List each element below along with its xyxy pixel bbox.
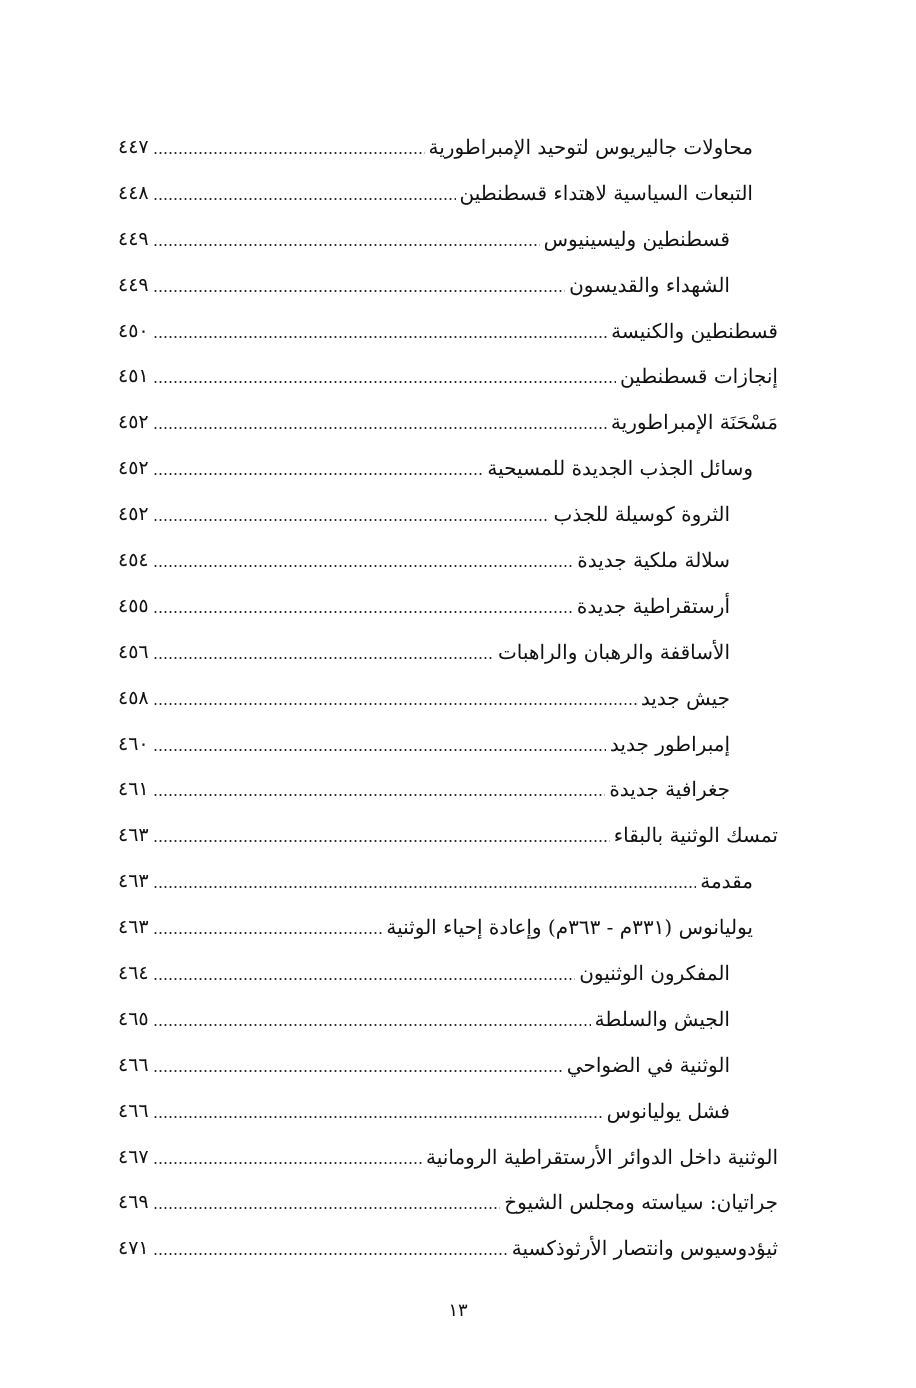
toc-entry-title: إنجازات قسطنطين [619, 364, 778, 389]
dot-leader [153, 978, 576, 980]
toc-entry-title: إمبراطور جديد [609, 731, 730, 756]
toc-entry-title: المفكرون الوثنيون [579, 960, 730, 985]
toc-entry-page: ٤٥٠ [118, 319, 149, 342]
toc-entry [118, 124, 778, 170]
toc-entry [118, 1088, 778, 1134]
dot-leader [153, 932, 383, 934]
dot-leader [153, 198, 456, 200]
toc-entry-title: مقدمة [700, 869, 753, 894]
toc-entry-page: ٤٦٠ [118, 732, 149, 755]
toc-entry-page: ٤٥٢ [118, 457, 149, 480]
toc-entry [118, 1042, 778, 1088]
toc-entry [118, 537, 778, 583]
toc-entry-title: الثروة كوسيلة للجذب [553, 502, 730, 527]
toc-entry [118, 308, 778, 354]
dot-leader [153, 1162, 422, 1164]
toc-entry [118, 353, 778, 399]
toc-entry-title: الوثنية داخل الدوائر الأرستقراطية الرومانية [426, 1144, 778, 1169]
toc-entry-title: جراتيان: سياسته ومجلس الشيوخ [504, 1190, 778, 1215]
toc-entry-page: ٤٤٧ [118, 135, 149, 158]
dot-leader [153, 840, 610, 842]
dot-leader [153, 886, 697, 888]
toc-entry-title: قسطنطين والكنيسة [611, 318, 778, 343]
toc-entry-title: قسطنطين وليسينيوس [543, 226, 730, 251]
toc-entry-page: ٤٦٥ [118, 1007, 149, 1030]
toc-entry-page: ٤٥٤ [118, 548, 149, 571]
toc-entry-page: ٤٦٣ [118, 916, 149, 939]
toc-entry [118, 262, 778, 308]
toc-entry [118, 1179, 778, 1225]
dot-leader [153, 1253, 508, 1255]
toc-entry-page: ٤٥٢ [118, 411, 149, 434]
dot-leader [153, 381, 616, 383]
toc-entry-title: وسائل الجذب الجديدة للمسيحية [487, 456, 753, 481]
toc-entry [118, 1134, 778, 1180]
toc-entry-page: ٤٤٨ [118, 181, 149, 204]
toc-entry [118, 904, 778, 950]
dot-leader [153, 427, 607, 429]
toc-entry-page: ٤٧١ [118, 1237, 149, 1260]
dot-leader [153, 611, 573, 613]
toc-entry [118, 445, 778, 491]
toc-entry-title: فشل يوليانوس [606, 1098, 730, 1123]
dot-leader [153, 519, 550, 521]
toc-entry-title: الجيش والسلطة [594, 1006, 730, 1031]
toc-entry-title: محاولات جاليريوس لتوحيد الإمبراطورية [428, 134, 753, 159]
toc-entry [118, 1225, 778, 1271]
toc-entry-page: ٤٦٣ [118, 824, 149, 847]
toc-entry-page: ٤٦٤ [118, 961, 149, 984]
dot-leader [153, 336, 608, 338]
toc-entry-page: ٤٥٦ [118, 640, 149, 663]
toc-entry-title: يوليانوس (٣٣١م - ٣٦٣م) وإعادة إحياء الوثنية [386, 915, 753, 940]
dot-leader [153, 749, 606, 751]
toc-entry [118, 216, 778, 262]
dot-leader [153, 1207, 501, 1209]
dot-leader [153, 565, 574, 567]
dot-leader [153, 244, 540, 246]
toc-entry-title: تمسك الوثنية بالبقاء [613, 823, 778, 848]
toc-entry [118, 491, 778, 537]
toc-entry-page: ٤٦٩ [118, 1191, 149, 1214]
toc-entry [118, 583, 778, 629]
toc-entry-title: التبعات السياسية لاهتداء قسطنطين [459, 180, 753, 205]
toc-entry-page: ٤٦٦ [118, 1099, 149, 1122]
table-of-contents [118, 124, 778, 1271]
dot-leader [153, 657, 494, 659]
toc-entry [118, 721, 778, 767]
toc-entry-page: ٤٥٨ [118, 686, 149, 709]
toc-entry-page: ٤٤٩ [118, 273, 149, 296]
toc-entry-page: ٤٥٢ [118, 503, 149, 526]
toc-entry [118, 675, 778, 721]
toc-entry [118, 399, 778, 445]
dot-leader [153, 1070, 563, 1072]
toc-entry [118, 950, 778, 996]
toc-entry-title: جيش جديد [640, 685, 730, 710]
toc-entry-title: الشهداء والقديسون [569, 272, 730, 297]
toc-entry-page: ٤٦٣ [118, 870, 149, 893]
dot-leader [153, 1116, 603, 1118]
toc-entry-page: ٤٦١ [118, 778, 149, 801]
dot-leader [153, 152, 425, 154]
toc-entry [118, 996, 778, 1042]
dot-leader [153, 290, 565, 292]
toc-entry-title: أرستقراطية جديدة [576, 593, 730, 618]
toc-entry-page: ٤٦٦ [118, 1053, 149, 1076]
toc-entry [118, 812, 778, 858]
toc-entry-page: ٤٥١ [118, 365, 149, 388]
toc-entry [118, 766, 778, 812]
toc-entry-title: الأساقفة والرهبان والراهبات [497, 639, 730, 664]
toc-entry-title: مَسْحَنَة الإمبراطورية [610, 410, 778, 435]
dot-leader [153, 794, 606, 796]
dot-leader [153, 473, 484, 475]
toc-entry-page: ٤٥٥ [118, 594, 149, 617]
toc-entry-title: الوثنية في الضواحي [566, 1052, 730, 1077]
toc-entry-page: ٤٤٩ [118, 227, 149, 250]
toc-entry-title: ثيؤدوسيوس وانتصار الأرثوذكسية [511, 1236, 778, 1261]
page-number: ١٣ [448, 1300, 468, 1321]
toc-entry-page: ٤٦٧ [118, 1145, 149, 1168]
toc-entry [118, 170, 778, 216]
dot-leader [153, 703, 637, 705]
toc-entry-title: جغرافية جديدة [609, 777, 730, 802]
toc-entry [118, 629, 778, 675]
toc-entry-title: سلالة ملكية جديدة [577, 547, 730, 572]
dot-leader [153, 1024, 591, 1026]
toc-entry [118, 858, 778, 904]
